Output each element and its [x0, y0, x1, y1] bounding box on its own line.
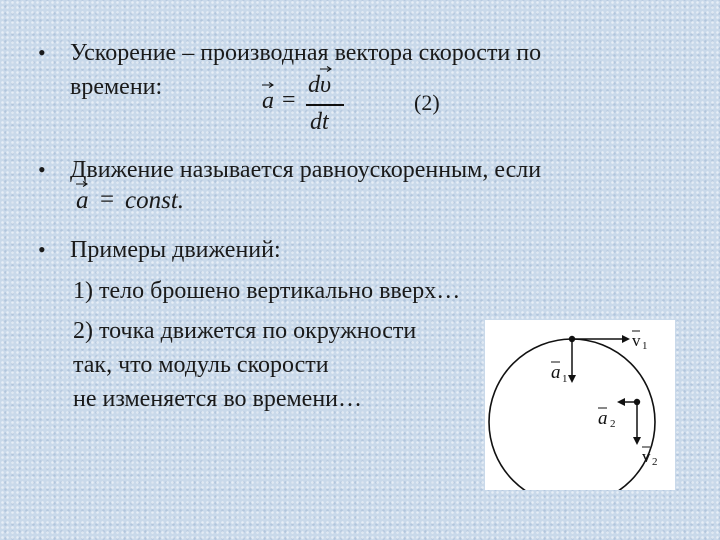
label-a1-subscript: 1 — [562, 373, 568, 385]
formula1-num-v: υ — [320, 72, 332, 98]
bullet-1-text-line1: Ускорение – производная вектора скорости по — [70, 40, 542, 66]
label-v1-subscript: 1 — [642, 340, 648, 352]
label-v2-subscript: 2 — [652, 456, 658, 468]
vector-arrow-icon — [320, 65, 332, 73]
example-2-line3: не изменяется во времени… — [73, 386, 363, 412]
formula2-lhs-symbol: a — [76, 187, 89, 214]
formula2-eq: = — [100, 186, 115, 213]
vector-arrow-icon — [76, 180, 88, 188]
formula2-lhs — [76, 187, 89, 215]
formula2-rhs: const. — [125, 187, 185, 214]
bullet-3-text: Примеры движений: — [70, 237, 281, 263]
label-a2 — [598, 408, 616, 430]
bullet-2-text: Движение называется равноускоренным, если — [70, 157, 542, 183]
formula1-number: (2) — [414, 90, 440, 115]
label-v2 — [642, 447, 658, 468]
formula1-num-d: d — [308, 72, 320, 98]
example-2-line1: 2) точка движется по окружности — [73, 318, 417, 344]
label-v1 — [632, 331, 648, 352]
label-v1-symbol: v — [632, 331, 641, 350]
circle-diagram — [485, 320, 675, 490]
formula1-denominator: dt — [310, 109, 329, 135]
bullet-1-text-line2: времени: — [70, 74, 163, 100]
example-1: 1) тело брошено вертикально вверх… — [73, 278, 461, 304]
formula1-lhs — [262, 88, 274, 115]
formula1-numerator — [308, 72, 331, 99]
vector-arrow-icon — [262, 81, 274, 89]
label-a2-symbol: a — [598, 408, 608, 429]
label-v2-symbol: v — [642, 447, 651, 466]
formula1-fraction-line — [306, 104, 344, 106]
example-2-line2: так, что модуль скорости — [73, 352, 329, 378]
bullet-1-symbol: • — [38, 40, 46, 65]
label-a1-symbol: a — [551, 362, 561, 383]
formula1-eq: = — [282, 87, 296, 113]
bullet-2-symbol: • — [38, 157, 46, 182]
circle-motion-figure — [485, 320, 675, 490]
formula1-lhs-symbol: a — [262, 88, 274, 114]
label-a1 — [551, 362, 568, 385]
bullet-3-symbol: • — [38, 237, 46, 262]
label-a2-subscript: 2 — [610, 418, 616, 430]
